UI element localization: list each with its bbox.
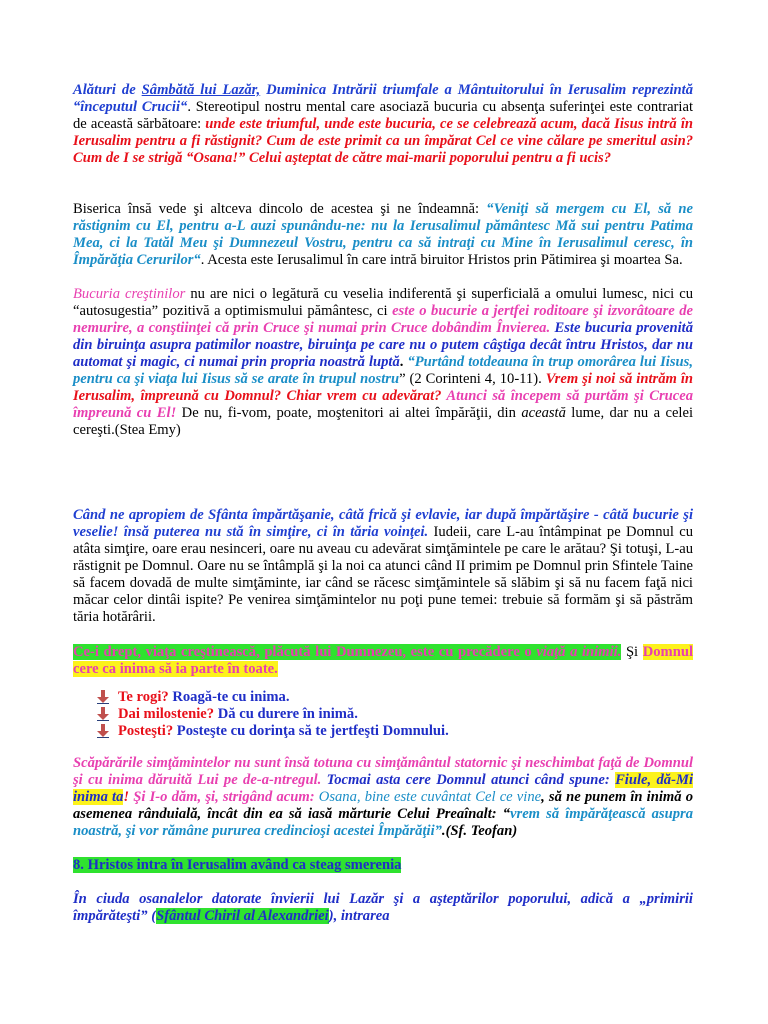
paragraph-3	[73, 286, 693, 439]
text: Alături de	[73, 82, 142, 98]
list-item	[97, 706, 693, 723]
link-text: Sâmbătă lui Lazăr,	[141, 82, 261, 98]
text: Iudeii, care L-au întâmpinat pe Domnul cu atâta simţire, oare erau nesinceri, oare nu aveau cu adevărat simţămintele pe care le arătau? Şi totuşi, L-au răstignit pe Domnul. Oare nu se întâmplă şi la noi ca atunci când II primim pe Domnul prin Sfintele Taine să facem dovadă de multe simţăminte, iar când se răcesc simţămintele să slăbim şi să nu facem faţă nici măcar celor dintâi ispite? Pe venirea simţămintelor nu poţi pune temei: trebuie să formăm şi să păstrăm tăria hotărârii.	[73, 524, 694, 625]
bullet-answer: Dă cu durere în inimă.	[214, 706, 358, 722]
heading-text: 8. Hristos intra în Ierusalim având ca steag smerenia	[73, 857, 402, 873]
down-arrow-bullet-icon	[97, 707, 109, 721]
list-item	[97, 689, 693, 706]
paragraph-2	[73, 201, 693, 269]
quote-text: Purtând totdeauna în trup omorârea lui Iisus, pentru ca şi viaţa lui Iisus să se arate în trupul nostru	[73, 354, 693, 387]
text: Este bucuria provenită din biruinţa asupra patimilor noastre, biruinţa pe care nu o putem câştiga decât întru Hristos, dar nu automat şi magic, ci numai prin propria noastră luptă	[73, 320, 693, 370]
highlighted-text: Sfântul Chiril al Alexandriei	[156, 908, 329, 924]
text: Osana, bine este cuvântat Cel ce vine	[314, 789, 542, 805]
paragraph-7	[73, 891, 693, 925]
text: Şi I-o dăm, şi, strigând acum:	[129, 789, 315, 805]
text: !	[123, 789, 130, 805]
quote-text: “Veniţi să mergem cu El, să ne răstignim cu El, pentru a-L auzi spunându-ne: nu la Ierusalimul pământesc Mă sui pentru Patima Mea, ci la Tatăl Meu şi Dumnezeul Vostru, pentru ca să intraţi cu Mine în Ierusalimul ceresc, în Împărăţia Cerurilor“	[73, 201, 693, 268]
bullet-question: Posteşti?	[118, 723, 174, 739]
text: În ciuda osanalelor datorate învierii lui Lazăr şi a aşteptărilor poporului, adică a „primirii împărăteşti” (	[73, 891, 693, 924]
paragraph-1	[73, 82, 693, 167]
text: Vrem şi noi să intrăm în Ierusalim, împreună cu Domnul? Chiar vrem cu adevărat?	[73, 371, 693, 404]
text: ” (2 Corinteni 4, 10-11).	[399, 371, 546, 387]
text: Biserica însă vede şi altceva dincolo de acestea şi ne îndeamnă:	[73, 201, 487, 217]
paragraph-4	[73, 507, 693, 626]
text: Atunci să începem să purtăm şi Crucea împreună cu El!	[73, 388, 693, 421]
text: Scăpărările simţămintelor nu sunt însă totuna cu simţământul statornic şi neschimbat faţă de Domnul şi cu inima dăruită Lui pe de-a-ntregul.	[73, 755, 693, 788]
text: Şi	[621, 644, 643, 660]
bullet-answer: Posteşte cu dorinţa să te jertfeşti Domnului.	[173, 723, 449, 739]
text: .(Sf. Teofan)	[441, 823, 518, 839]
text: Când ne apropiem de Sfânta împărtăşanie, câtă frică şi evlavie, iar după împărtăşire - câtă bucurie şi veselie! însă puterea nu stă în simţire, ci în tăria voinţei.	[73, 507, 693, 540]
bullet-list	[73, 689, 693, 740]
text: unde este triumful, unde este bucuria, ce se celebrează acum, dacă Iisus intră în Ierusalim pentru a fi răstignit? Cum de este primit ca un împărat Cel ce vine călare pe smeritul asin? Cum de I se strigă “Osana!” Celui aşteptat de către mai-marii poporului pentru a fi ucis?	[73, 116, 693, 166]
text: . Stereotipul nostru mental care asociază bucuria cu absenţa suferinţei este contrariat de această sărbătoare:	[73, 99, 694, 132]
bullet-answer: Roagă-te cu inima.	[168, 689, 290, 705]
text: . Acesta este Ierusalimul în care intră biruitor Hristos prin Pătimirea şi moartea Sa.	[200, 252, 683, 268]
down-arrow-bullet-icon	[97, 690, 109, 704]
quote-text: vrem să împărăţească asupra noastră, şi vor rămâne pururea credincioşi acestei Împărăţii”	[73, 806, 693, 839]
text: De nu, fi-vom, poate, moştenitori ai altei împărăţii, din	[176, 405, 522, 421]
highlighted-text: Fiule, dă-Mi inima ta	[73, 772, 693, 805]
list-item	[97, 723, 693, 740]
text: “	[407, 354, 415, 370]
text: această	[521, 405, 566, 421]
highlighted-text: Ce-i drept, viaţa creştinească, plăcută lui Dumnezeu, este cu precădere o	[73, 644, 537, 660]
text: Duminica Intrării triumfale a Mântuitorului în Ierusalim reprezintă “începutul Crucii“	[73, 82, 693, 115]
text: lume, dar nu a celei cereşti.(Stea Emy)	[73, 405, 694, 438]
text: Tocmai asta cere Domnul atunci când spune:	[321, 772, 616, 788]
text: Bucuria creştinilor	[73, 286, 186, 302]
highlighted-text: Domnul cere ca inima să ia parte în toate.	[73, 644, 693, 677]
highlighted-text: viaţă a inimii.	[536, 644, 622, 660]
bullet-question: Te rogi?	[118, 689, 169, 705]
paragraph-6	[73, 755, 693, 840]
paragraph-5	[73, 644, 693, 678]
text: ), intrarea	[328, 908, 390, 924]
text: , să ne punem în inimă o asemenea rânduială, încât din ea să iasă mărturie Celui Preaînalt: “	[73, 789, 694, 822]
bullet-question: Dai milostenie?	[118, 706, 215, 722]
down-arrow-bullet-icon	[97, 724, 109, 738]
text: nu are nici o legătură cu veselia indiferentă şi superficială a omului lumesc, nici cu “autosugestia” pozitivă a optimismului pământesc, ci	[73, 286, 693, 319]
section-heading	[73, 857, 693, 874]
text: .	[399, 354, 408, 370]
text: este o bucurie a jertfei roditoare şi izvorâtoare de nemurire, a conştiinţei că prin Cruce şi numai prin Cruce dobândim Învierea.	[73, 303, 693, 336]
document-page	[73, 82, 693, 925]
